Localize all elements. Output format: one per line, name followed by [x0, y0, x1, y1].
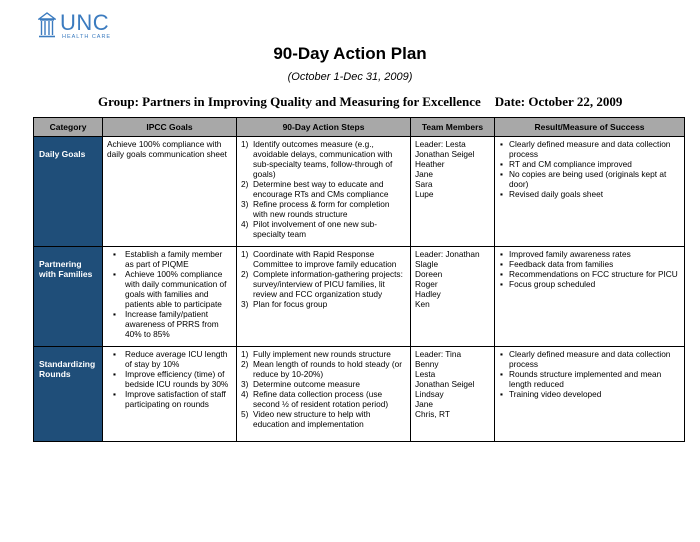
- team-member: Hadley: [415, 289, 441, 299]
- team-member: Lupe: [415, 189, 434, 199]
- unc-logo: [38, 12, 111, 42]
- list-item: 1) Fully implement new rounds structure: [241, 349, 391, 359]
- table-row: [34, 347, 685, 442]
- team-member: Benny: [415, 359, 439, 369]
- team-member: Sara: [415, 179, 433, 189]
- team-member: Lesta: [415, 369, 436, 379]
- list-item: ▪ Improve efficiency (time) of bedside ICU rounds by 30%: [107, 369, 232, 389]
- team-member: Jane: [415, 169, 433, 179]
- category-cell: Daily Goals: [34, 137, 103, 247]
- goals-cell: Achieve 100% compliance with daily goals communication sheet: [103, 137, 237, 247]
- goals-cell: [103, 247, 237, 347]
- group-line: [98, 94, 622, 110]
- logo-name: UNC: [60, 10, 110, 35]
- list-item: 2) Mean length of rounds to hold steady (or reduce by 10-20%): [241, 359, 402, 379]
- table-row: [34, 247, 685, 347]
- steps-cell: [237, 247, 411, 347]
- list-item: 2) Determine best way to educate and encourage RTs and CMs compliance: [241, 179, 389, 199]
- team-member: Slagle: [415, 259, 439, 269]
- team-member: Heather: [415, 159, 445, 169]
- goals-cell: [103, 347, 237, 442]
- members-cell: [411, 347, 495, 442]
- list-item: 3) Refine process & form for completion with new rounds structure: [241, 199, 390, 219]
- list-item: 3) Plan for focus group: [241, 299, 328, 309]
- action-plan-table: [33, 117, 685, 442]
- team-member: Leader: Jonathan: [415, 249, 480, 259]
- steps-cell: [237, 137, 411, 247]
- list-item: ▪ Clearly defined measure and data collection process: [499, 349, 680, 369]
- list-item: ▪ Reduce average ICU length of stay by 10%: [107, 349, 232, 369]
- team-member: Ken: [415, 299, 430, 309]
- header-team-members: Team Members: [411, 118, 495, 137]
- list-item: 4) Pilot involvement of one new sub-specialty team: [241, 219, 378, 239]
- team-member: Leader: Tina: [415, 349, 462, 359]
- page-title: 90-Day Action Plan: [273, 44, 427, 63]
- category-cell: Partnering with Families: [34, 247, 103, 347]
- list-item: 3) Determine outcome measure: [241, 379, 360, 389]
- header-action-steps: 90-Day Action Steps: [237, 118, 411, 137]
- page-subtitle: (October 1-Dec 31, 2009): [287, 71, 413, 83]
- list-item: 2) Complete information-gathering projects: survey/interview of PICU families, lit review and FCC organization study: [241, 269, 403, 299]
- list-item: ▪ Improved family awareness rates: [499, 249, 680, 259]
- team-member: Jonathan Seigel: [415, 379, 475, 389]
- team-member: Jane: [415, 399, 433, 409]
- header-ipcc-goals: IPCC Goals: [103, 118, 237, 137]
- list-item: ▪ Achieve 100% compliance with daily communication of goals with families and patients able to participate: [107, 269, 232, 309]
- list-item: 5) Video new structure to help with education and implementation: [241, 409, 371, 429]
- list-item: ▪ Rounds structure implemented and mean length reduced: [499, 369, 680, 389]
- list-item: ▪ Focus group scheduled: [499, 279, 680, 289]
- table-row: [34, 137, 685, 247]
- list-item: 1) Identify outcomes measure (e.g., avoidable delays, communication with sub-specialty teams, follow-through of goals): [241, 139, 393, 179]
- plan-date: Date: October 22, 2009: [494, 94, 623, 109]
- list-item: 1) Coordinate with Rapid Response Committee to improve family education: [241, 249, 397, 269]
- team-member: Doreen: [415, 269, 443, 279]
- team-member: Chris, RT: [415, 409, 450, 419]
- team-member: Roger: [415, 279, 438, 289]
- list-item: 4) Refine data collection process (use second ½ of resident rotation period): [241, 389, 389, 409]
- list-item: ▪ Establish a family member as part of PIQME: [107, 249, 232, 269]
- results-cell: [495, 137, 685, 247]
- list-item: ▪ Revised daily goals sheet: [499, 189, 680, 199]
- list-item: ▪ Recommendations on FCC structure for PICU: [499, 269, 680, 279]
- category-cell: Standardizing Rounds: [34, 347, 103, 442]
- list-item: ▪ Improve satisfaction of staff participating on rounds: [107, 389, 232, 409]
- results-cell: [495, 247, 685, 347]
- list-item: ▪ Increase family/patient awareness of PRRS from 40% to 85%: [107, 309, 232, 339]
- list-item: ▪ Training video developed: [499, 389, 680, 399]
- team-member: Jonathan Seigel: [415, 149, 475, 159]
- list-item: ▪ RT and CM compliance improved: [499, 159, 680, 169]
- members-cell: [411, 247, 495, 347]
- team-member: Leader: Lesta: [415, 139, 466, 149]
- logo-subtitle: HEALTH CARE: [62, 34, 112, 40]
- header-category: Category: [34, 118, 103, 137]
- table-header-row: [34, 118, 685, 137]
- old-well-icon: [38, 12, 56, 38]
- list-item: ▪ No copies are being used (originals kept at door): [499, 169, 680, 189]
- header-result-measure: Result/Measure of Success: [495, 118, 685, 137]
- team-member: Lindsay: [415, 389, 444, 399]
- steps-cell: [237, 347, 411, 442]
- list-item: ▪ Clearly defined measure and data collection process: [499, 139, 680, 159]
- results-cell: [495, 347, 685, 442]
- list-item: ▪ Feedback data from families: [499, 259, 680, 269]
- members-cell: [411, 137, 495, 247]
- group-name: Group: Partners in Improving Quality and Measuring for Excellence: [98, 94, 481, 109]
